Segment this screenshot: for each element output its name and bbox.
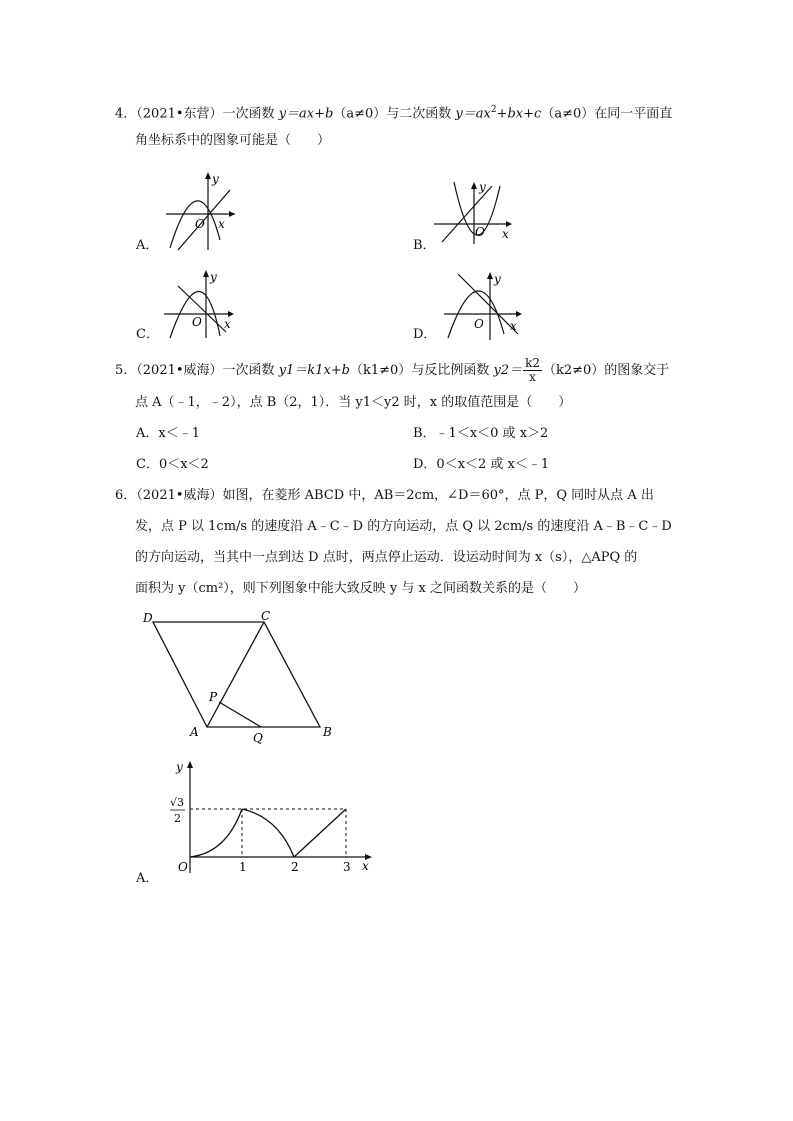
y-label: y bbox=[176, 760, 183, 774]
q4-quad-func-rest: +bx+c bbox=[496, 106, 542, 122]
q5-option-c[interactable]: C．0＜x＜2 bbox=[136, 457, 209, 472]
q4-cond2: （a≠0） bbox=[541, 106, 595, 122]
q5-option-a[interactable]: A．x＜﹣1 bbox=[136, 426, 200, 441]
y-label: y bbox=[212, 172, 219, 186]
y-label: y bbox=[479, 180, 486, 194]
q6-rhombus-figure bbox=[135, 605, 350, 745]
q4-text: 与二次函数 bbox=[386, 106, 456, 122]
q5-option-d[interactable]: D．0＜x＜2 或 x＜﹣1 bbox=[413, 457, 550, 472]
y-label: y bbox=[494, 272, 501, 286]
q4-text: 在同一平面直 bbox=[594, 106, 673, 122]
q5-cond1: （k1≠0） bbox=[350, 363, 412, 378]
q5-linear-func: y1＝k1x+b bbox=[278, 363, 350, 378]
label-c: C bbox=[261, 609, 271, 623]
q5-text: 的图象交于 bbox=[604, 363, 670, 378]
q4-source: （2021•东营） bbox=[136, 106, 223, 122]
q4-option-c-label[interactable]: C． bbox=[136, 327, 159, 342]
origin-label: O bbox=[474, 317, 484, 331]
line bbox=[458, 274, 518, 334]
label-a: A bbox=[190, 725, 199, 739]
origin-label: O bbox=[475, 225, 485, 239]
q4-line1: 4．（2021•东营）一次函数 y＝ax+b（a≠0）与二次函数 $y=ax^2+bx+c(a\ne 0)$在同一平面直 bbox=[115, 105, 673, 122]
q6-line1: 6．（2021•威海）如图，在菱形 ABCD 中，AB＝2cm，∠D＝60°，点 P，Q 同时从点 A 出 bbox=[115, 488, 654, 503]
q6-line3: 的方向运动，当其中一点到达 D 点时，两点停止运动．设运动时间为 x（s），△APQ 的 bbox=[135, 550, 638, 565]
q5-cond2: （k2≠0） bbox=[542, 363, 605, 378]
rhombus-abcd bbox=[153, 622, 320, 727]
origin-label: O bbox=[195, 217, 205, 231]
tick-1: 1 bbox=[239, 860, 247, 874]
q5-line1 bbox=[115, 357, 669, 384]
q5-inverse-func: y2＝ bbox=[493, 363, 523, 378]
tick-2: 2 bbox=[291, 860, 299, 874]
q4-graph-c bbox=[160, 266, 240, 341]
curve-segment-3 bbox=[294, 809, 346, 857]
label-p: P bbox=[209, 690, 218, 704]
segment-pq bbox=[219, 702, 261, 727]
q5-line2: 点 A（﹣1，﹣2），点 B（2，1）．当 y1＜y2 时，x 的取值范围是（ ） bbox=[135, 395, 572, 410]
q5-frac-den: x bbox=[529, 370, 536, 384]
q4-graph-d bbox=[440, 268, 530, 343]
q4-line2: 角坐标系中的图象可能是（ ） bbox=[135, 133, 331, 148]
q6-graph-a bbox=[160, 757, 380, 877]
q5-number: 5． bbox=[115, 363, 137, 378]
q4-linear-func: y＝ax+b bbox=[278, 106, 334, 122]
q5-text: 与反比例函数 bbox=[411, 363, 494, 378]
x-label: x bbox=[224, 317, 231, 331]
y-value-numerator: √3 bbox=[170, 796, 185, 809]
q6-option-a-label[interactable]: A． bbox=[136, 871, 159, 886]
q5-fraction bbox=[523, 357, 542, 384]
q5-option-b[interactable]: B．﹣1＜x＜0 或 x＞2 bbox=[413, 426, 549, 441]
q6-line4: 面积为 y（cm²），则下列图象中能大致反映 y 与 x 之间函数关系的是（ ） bbox=[135, 581, 587, 596]
origin-label: O bbox=[192, 315, 202, 329]
x-label: x bbox=[362, 859, 369, 873]
q4-option-a-label[interactable]: A． bbox=[136, 238, 159, 253]
y-value-denominator: 2 bbox=[174, 812, 181, 825]
label-b: B bbox=[323, 725, 332, 739]
q5-source: （2021•威海） bbox=[136, 363, 223, 378]
q4-number: 4． bbox=[115, 106, 137, 122]
q4-cond1: （a≠0） bbox=[333, 106, 387, 122]
x-label: x bbox=[502, 227, 509, 241]
curve-segment-2 bbox=[242, 809, 294, 857]
tick-3: 3 bbox=[343, 860, 351, 874]
x-label: x bbox=[218, 217, 225, 231]
q5-text: 一次函数 bbox=[222, 363, 279, 378]
x-label: x bbox=[510, 319, 517, 333]
q4-quad-func: y＝ax bbox=[455, 106, 491, 122]
y-label: y bbox=[210, 270, 217, 284]
q4-option-b-label[interactable]: B． bbox=[413, 238, 436, 253]
q4-text: 一次函数 bbox=[222, 106, 279, 122]
label-q: Q bbox=[253, 731, 263, 745]
q4-graph-b bbox=[432, 176, 522, 246]
curve-segment-1 bbox=[190, 809, 242, 857]
q6-line2: 发，点 P 以 1cm/s 的速度沿 A﹣C﹣D 的方向运动，点 Q 以 2cm/s 的速度沿 A﹣B﹣C﹣D bbox=[135, 519, 672, 534]
q5-frac-num: k2 bbox=[525, 356, 540, 370]
q4-option-d-label[interactable]: D． bbox=[413, 327, 437, 342]
label-d: D bbox=[143, 611, 153, 625]
origin-label: O bbox=[178, 860, 188, 874]
q4-graph-a bbox=[160, 168, 240, 253]
